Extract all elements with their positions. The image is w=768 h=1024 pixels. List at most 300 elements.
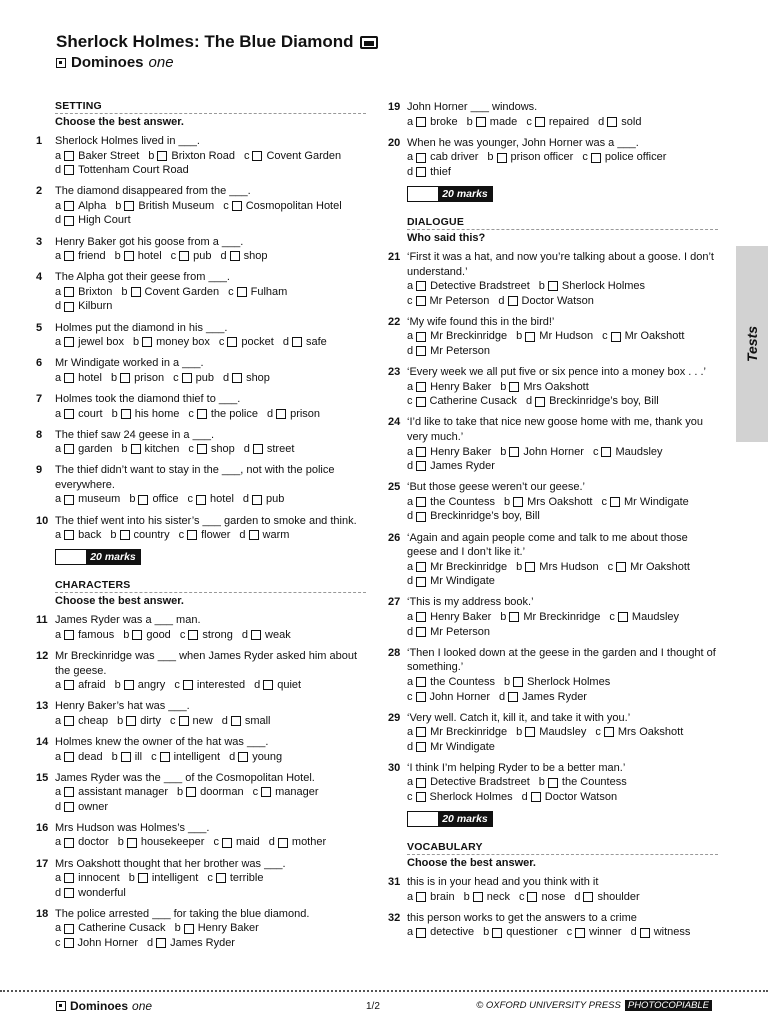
answer-checkbox[interactable] <box>64 287 74 297</box>
answer-option[interactable] <box>115 199 214 214</box>
answer-option[interactable] <box>207 871 263 886</box>
answer-checkbox[interactable] <box>64 752 74 762</box>
answer-checkbox[interactable] <box>124 201 134 211</box>
answer-checkbox[interactable] <box>131 444 141 454</box>
option-letter: c <box>243 149 250 162</box>
answer-option[interactable] <box>223 371 270 386</box>
answer-checkbox[interactable] <box>186 787 196 797</box>
answer-option[interactable] <box>55 785 168 800</box>
answer-option[interactable] <box>55 149 139 164</box>
answer-checkbox[interactable] <box>416 167 426 177</box>
answer-option[interactable] <box>601 495 688 510</box>
answer-option[interactable] <box>500 380 589 395</box>
question-text: Mrs Oakshott thought that her brother was ___. <box>55 857 286 870</box>
photocopiable-badge: PHOTOCOPIABLE <box>625 1000 712 1011</box>
answer-checkbox[interactable] <box>640 928 650 938</box>
option-letter: a <box>407 890 414 903</box>
answer-option[interactable] <box>407 495 495 510</box>
answer-checkbox[interactable] <box>64 373 74 383</box>
option-text: the Countess <box>561 776 627 789</box>
option-letter: b <box>487 151 494 164</box>
answer-checkbox[interactable] <box>616 562 626 572</box>
answer-checkbox[interactable] <box>416 562 426 572</box>
answer-checkbox[interactable] <box>509 447 519 457</box>
answer-option[interactable] <box>219 335 274 350</box>
answer-checkbox[interactable] <box>64 337 74 347</box>
answer-option[interactable] <box>522 790 617 805</box>
answer-checkbox[interactable] <box>230 251 240 261</box>
answer-option[interactable] <box>602 329 684 344</box>
answer-checkbox[interactable] <box>121 409 131 419</box>
answer-options <box>407 610 718 639</box>
answer-checkbox[interactable] <box>184 924 194 934</box>
answer-option[interactable] <box>467 115 518 130</box>
answer-option[interactable] <box>487 150 573 165</box>
answer-option[interactable] <box>121 442 179 457</box>
answer-option[interactable] <box>188 492 234 507</box>
answer-checkbox[interactable] <box>607 117 617 127</box>
option-text: Mr Peterson <box>430 345 491 358</box>
answer-option[interactable] <box>253 785 319 800</box>
answer-option[interactable] <box>55 442 112 457</box>
answer-option[interactable] <box>112 750 142 765</box>
answer-checkbox[interactable] <box>253 444 263 454</box>
answer-checkbox[interactable] <box>157 151 167 161</box>
answer-checkbox[interactable] <box>548 281 558 291</box>
answer-option[interactable] <box>175 921 259 936</box>
answer-checkbox[interactable] <box>64 924 74 934</box>
answer-option[interactable] <box>516 560 598 575</box>
answer-option[interactable] <box>110 528 169 543</box>
answer-checkbox[interactable] <box>64 838 74 848</box>
answer-checkbox[interactable] <box>120 373 130 383</box>
answer-checkbox[interactable] <box>604 727 614 737</box>
answer-checkbox[interactable] <box>527 892 537 902</box>
answer-option[interactable] <box>407 459 495 474</box>
answer-option[interactable] <box>407 625 490 640</box>
answer-checkbox[interactable] <box>416 612 426 622</box>
answer-option[interactable] <box>407 279 530 294</box>
answer-option[interactable] <box>55 714 108 729</box>
answer-checkbox[interactable] <box>232 373 242 383</box>
answer-option[interactable] <box>174 678 245 693</box>
question-number: 13 <box>36 700 49 713</box>
answer-option[interactable] <box>609 610 679 625</box>
answer-option[interactable] <box>267 407 320 422</box>
answer-checkbox[interactable] <box>187 530 197 540</box>
question-number: 12 <box>36 649 49 662</box>
answer-option[interactable] <box>407 394 517 409</box>
marks-score-field[interactable] <box>56 550 86 564</box>
question-number: 5 <box>36 321 43 334</box>
answer-option[interactable] <box>464 890 510 905</box>
answer-checkbox[interactable] <box>416 792 426 802</box>
answer-option[interactable] <box>170 714 213 729</box>
answer-option[interactable] <box>504 495 593 510</box>
answer-checkbox[interactable] <box>416 512 426 522</box>
answer-checkbox[interactable] <box>416 117 426 127</box>
answer-option[interactable] <box>129 871 199 886</box>
answer-option[interactable] <box>407 115 458 130</box>
answer-checkbox[interactable] <box>196 495 206 505</box>
answer-option[interactable] <box>55 285 112 300</box>
answer-option[interactable] <box>500 610 600 625</box>
question-number: 31 <box>388 876 401 889</box>
answer-option[interactable] <box>407 165 451 180</box>
answer-checkbox[interactable] <box>138 495 148 505</box>
answer-checkbox[interactable] <box>64 888 74 898</box>
answer-checkbox[interactable] <box>216 873 226 883</box>
answer-checkbox[interactable] <box>263 680 273 690</box>
answer-option[interactable] <box>55 492 120 507</box>
answer-option[interactable] <box>115 249 162 264</box>
answer-checkbox[interactable] <box>64 165 74 175</box>
answer-option[interactable] <box>283 335 327 350</box>
answer-checkbox[interactable] <box>292 337 302 347</box>
answer-option[interactable] <box>498 294 593 309</box>
option-letter: d <box>407 460 414 473</box>
answer-option[interactable] <box>526 394 659 409</box>
option-text: thief <box>430 165 451 178</box>
answer-checkbox[interactable] <box>64 787 74 797</box>
answer-option[interactable] <box>519 890 565 905</box>
answer-options <box>55 528 366 543</box>
answer-checkbox[interactable] <box>252 495 262 505</box>
answer-checkbox[interactable] <box>261 787 271 797</box>
answer-checkbox[interactable] <box>508 296 518 306</box>
answer-option[interactable] <box>407 775 530 790</box>
option-text: assistant manager <box>78 786 169 799</box>
answer-option[interactable] <box>55 163 189 178</box>
answer-option[interactable] <box>539 775 627 790</box>
option-text: museum <box>78 493 121 506</box>
answer-checkbox[interactable] <box>513 677 523 687</box>
answer-checkbox[interactable] <box>276 409 286 419</box>
answer-checkbox[interactable] <box>601 447 611 457</box>
option-text: Detective Bradstreet <box>430 776 530 789</box>
answer-checkbox[interactable] <box>197 409 207 419</box>
section-heading: CHARACTERS <box>55 579 366 593</box>
answer-checkbox[interactable] <box>138 873 148 883</box>
series-name: Dominoes <box>71 54 144 71</box>
answer-checkbox[interactable] <box>416 382 426 392</box>
answer-checkbox[interactable] <box>237 287 247 297</box>
answer-option[interactable] <box>55 249 106 264</box>
answer-option[interactable] <box>582 150 666 165</box>
question-number: 17 <box>36 857 49 870</box>
answer-checkbox[interactable] <box>252 151 262 161</box>
answer-option[interactable] <box>407 890 455 905</box>
answer-option[interactable] <box>407 925 474 940</box>
answer-option[interactable] <box>598 115 641 130</box>
answer-option[interactable] <box>407 574 495 589</box>
answer-option[interactable] <box>254 678 301 693</box>
answer-checkbox[interactable] <box>416 627 426 637</box>
answer-option[interactable] <box>55 835 109 850</box>
answer-checkbox[interactable] <box>610 497 620 507</box>
answer-option[interactable] <box>539 279 645 294</box>
answer-option[interactable] <box>228 285 287 300</box>
answer-checkbox[interactable] <box>416 397 426 407</box>
answer-option[interactable] <box>407 150 478 165</box>
answer-checkbox[interactable] <box>188 630 198 640</box>
answer-option[interactable] <box>112 407 180 422</box>
answer-checkbox[interactable] <box>416 892 426 902</box>
answer-checkbox[interactable] <box>575 928 585 938</box>
answer-option[interactable] <box>148 149 235 164</box>
answer-option[interactable] <box>118 835 205 850</box>
answer-checkbox[interactable] <box>416 346 426 356</box>
answer-checkbox[interactable] <box>416 332 426 342</box>
answer-checkbox[interactable] <box>531 792 541 802</box>
answer-checkbox[interactable] <box>197 444 207 454</box>
answer-option[interactable] <box>500 445 584 460</box>
answer-checkbox[interactable] <box>64 444 74 454</box>
answer-option[interactable] <box>117 714 161 729</box>
answer-checkbox[interactable] <box>121 752 131 762</box>
answer-option[interactable] <box>111 371 164 386</box>
answer-option[interactable] <box>55 936 138 951</box>
answer-checkbox[interactable] <box>525 727 535 737</box>
answer-checkbox[interactable] <box>64 151 74 161</box>
answer-checkbox[interactable] <box>160 752 170 762</box>
answer-checkbox[interactable] <box>249 530 259 540</box>
answer-checkbox[interactable] <box>525 562 535 572</box>
answer-checkbox[interactable] <box>416 727 426 737</box>
answer-checkbox[interactable] <box>416 447 426 457</box>
question-number: 23 <box>388 366 401 379</box>
option-text: Mr Windigate <box>430 740 495 753</box>
answer-options <box>407 279 718 308</box>
answer-option[interactable] <box>171 249 212 264</box>
answer-option[interactable] <box>173 371 214 386</box>
answer-option[interactable] <box>567 925 622 940</box>
answer-option[interactable] <box>55 871 120 886</box>
answer-checkbox[interactable] <box>416 281 426 291</box>
answer-option[interactable] <box>407 329 507 344</box>
answer-option[interactable] <box>504 675 610 690</box>
answer-option[interactable] <box>55 407 103 422</box>
answer-checkbox[interactable] <box>416 153 426 163</box>
answer-option[interactable] <box>123 628 171 643</box>
answer-option[interactable] <box>55 886 126 901</box>
answer-option[interactable] <box>221 249 268 264</box>
answer-option[interactable] <box>407 560 507 575</box>
answer-checkbox[interactable] <box>525 332 535 342</box>
option-letter: c <box>218 336 225 349</box>
option-text: jewel box <box>78 336 124 349</box>
answer-checkbox[interactable] <box>473 892 483 902</box>
answer-checkbox[interactable] <box>416 577 426 587</box>
answer-option[interactable] <box>133 335 210 350</box>
answer-option[interactable] <box>516 725 586 740</box>
option-letter: c <box>228 285 234 298</box>
answer-option[interactable] <box>55 678 106 693</box>
question-text: ‘Again and again people come and talk to me about those geese and I don’t like it.’ <box>407 531 688 559</box>
answer-option[interactable] <box>55 199 106 214</box>
question <box>388 531 718 589</box>
option-text: office <box>152 493 179 506</box>
answer-checkbox[interactable] <box>124 680 134 690</box>
answer-checkbox[interactable] <box>227 337 237 347</box>
answer-checkbox[interactable] <box>416 692 426 702</box>
answer-option[interactable] <box>222 714 271 729</box>
answer-checkbox[interactable] <box>231 716 241 726</box>
answer-option[interactable] <box>269 835 326 850</box>
answer-option[interactable] <box>188 442 234 457</box>
answer-checkbox[interactable] <box>182 373 192 383</box>
answer-checkbox[interactable] <box>509 382 519 392</box>
answer-checkbox[interactable] <box>476 117 486 127</box>
answer-option[interactable] <box>55 528 101 543</box>
answer-checkbox[interactable] <box>64 802 74 812</box>
answer-checkbox[interactable] <box>416 677 426 687</box>
answer-option[interactable] <box>631 925 691 940</box>
answer-checkbox[interactable] <box>64 873 74 883</box>
answer-checkbox[interactable] <box>124 251 134 261</box>
answer-checkbox[interactable] <box>416 296 426 306</box>
answer-checkbox[interactable] <box>120 530 130 540</box>
answer-option[interactable] <box>407 380 491 395</box>
answer-checkbox[interactable] <box>64 201 74 211</box>
answer-checkbox[interactable] <box>591 153 601 163</box>
answer-checkbox[interactable] <box>618 612 628 622</box>
answer-option[interactable] <box>483 925 558 940</box>
answer-option[interactable] <box>242 628 291 643</box>
marks-score-field[interactable] <box>408 812 438 826</box>
answer-option[interactable] <box>608 560 690 575</box>
answer-checkbox[interactable] <box>251 630 261 640</box>
answer-checkbox[interactable] <box>64 630 74 640</box>
answer-option[interactable] <box>55 628 114 643</box>
option-letter: c <box>252 786 259 799</box>
answer-option[interactable] <box>213 835 259 850</box>
answer-checkbox[interactable] <box>64 680 74 690</box>
option-letter: a <box>55 714 62 727</box>
answer-option[interactable] <box>147 936 235 951</box>
answer-option[interactable] <box>55 800 108 815</box>
answer-option[interactable] <box>223 199 342 214</box>
answer-option[interactable] <box>180 628 233 643</box>
answer-option[interactable] <box>55 213 131 228</box>
marks-score-field[interactable] <box>408 187 438 201</box>
answer-checkbox[interactable] <box>64 216 74 226</box>
question <box>388 911 718 940</box>
answer-checkbox[interactable] <box>416 778 426 788</box>
answer-option[interactable] <box>593 445 663 460</box>
answer-checkbox[interactable] <box>535 397 545 407</box>
answer-checkbox[interactable] <box>278 838 288 848</box>
option-letter: c <box>602 330 608 343</box>
answer-option[interactable] <box>407 740 495 755</box>
answer-checkbox[interactable] <box>492 928 502 938</box>
answer-checkbox[interactable] <box>416 461 426 471</box>
answer-option[interactable] <box>516 329 593 344</box>
answer-checkbox[interactable] <box>142 337 152 347</box>
answer-checkbox[interactable] <box>64 716 74 726</box>
answer-option[interactable] <box>407 725 507 740</box>
answer-checkbox[interactable] <box>64 495 74 505</box>
answer-options <box>55 492 366 507</box>
answer-checkbox[interactable] <box>132 630 142 640</box>
answer-option[interactable] <box>526 115 589 130</box>
answer-option[interactable] <box>407 294 489 309</box>
answer-checkbox[interactable] <box>583 892 593 902</box>
answer-option[interactable] <box>179 528 231 543</box>
answer-checkbox[interactable] <box>238 752 248 762</box>
answer-checkbox[interactable] <box>126 716 136 726</box>
answer-option[interactable] <box>595 725 683 740</box>
answer-checkbox[interactable] <box>232 201 242 211</box>
answer-checkbox[interactable] <box>64 302 74 312</box>
option-letter: d <box>407 575 414 588</box>
answer-checkbox[interactable] <box>179 716 189 726</box>
answer-option[interactable] <box>407 610 491 625</box>
answer-checkbox[interactable] <box>535 117 545 127</box>
answer-option[interactable] <box>243 492 284 507</box>
answer-checkbox[interactable] <box>416 928 426 938</box>
answer-checkbox[interactable] <box>183 680 193 690</box>
answer-option[interactable] <box>407 344 490 359</box>
option-text: pub <box>193 250 212 263</box>
answer-checkbox[interactable] <box>548 778 558 788</box>
option-text: prison officer <box>510 151 574 164</box>
answer-option[interactable] <box>407 690 490 705</box>
answer-option[interactable] <box>121 285 219 300</box>
answer-option[interactable] <box>407 675 495 690</box>
answer-option[interactable] <box>188 407 258 422</box>
option-letter: b <box>500 445 507 458</box>
answer-checkbox[interactable] <box>64 530 74 540</box>
answer-option[interactable] <box>407 445 491 460</box>
answer-checkbox[interactable] <box>416 497 426 507</box>
answer-checkbox[interactable] <box>508 692 518 702</box>
answer-option[interactable] <box>407 509 540 524</box>
answer-checkbox[interactable] <box>64 409 74 419</box>
answer-option[interactable] <box>244 442 295 457</box>
answer-checkbox[interactable] <box>127 838 137 848</box>
answer-option[interactable] <box>55 750 103 765</box>
answer-checkbox[interactable] <box>222 838 232 848</box>
question <box>36 463 366 507</box>
answer-option[interactable] <box>177 785 244 800</box>
answer-checkbox[interactable] <box>64 938 74 948</box>
answer-option[interactable] <box>55 921 166 936</box>
question-number: 11 <box>36 614 48 627</box>
answer-option[interactable] <box>239 528 289 543</box>
answer-checkbox[interactable] <box>156 938 166 948</box>
answer-option[interactable] <box>229 750 282 765</box>
answer-option[interactable] <box>115 678 166 693</box>
answer-checkbox[interactable] <box>64 251 74 261</box>
answer-option[interactable] <box>151 750 220 765</box>
answer-option[interactable] <box>244 149 341 164</box>
answer-option[interactable] <box>574 890 639 905</box>
answer-checkbox[interactable] <box>131 287 141 297</box>
answer-option[interactable] <box>407 790 513 805</box>
answer-checkbox[interactable] <box>611 332 621 342</box>
answer-option[interactable] <box>499 690 587 705</box>
answer-checkbox[interactable] <box>497 153 507 163</box>
answer-checkbox[interactable] <box>416 742 426 752</box>
answer-checkbox[interactable] <box>509 612 519 622</box>
answer-option[interactable] <box>55 299 112 314</box>
answer-checkbox[interactable] <box>179 251 189 261</box>
answer-option[interactable] <box>55 371 102 386</box>
answer-option[interactable] <box>55 335 124 350</box>
answer-checkbox[interactable] <box>513 497 523 507</box>
answer-option[interactable] <box>129 492 178 507</box>
